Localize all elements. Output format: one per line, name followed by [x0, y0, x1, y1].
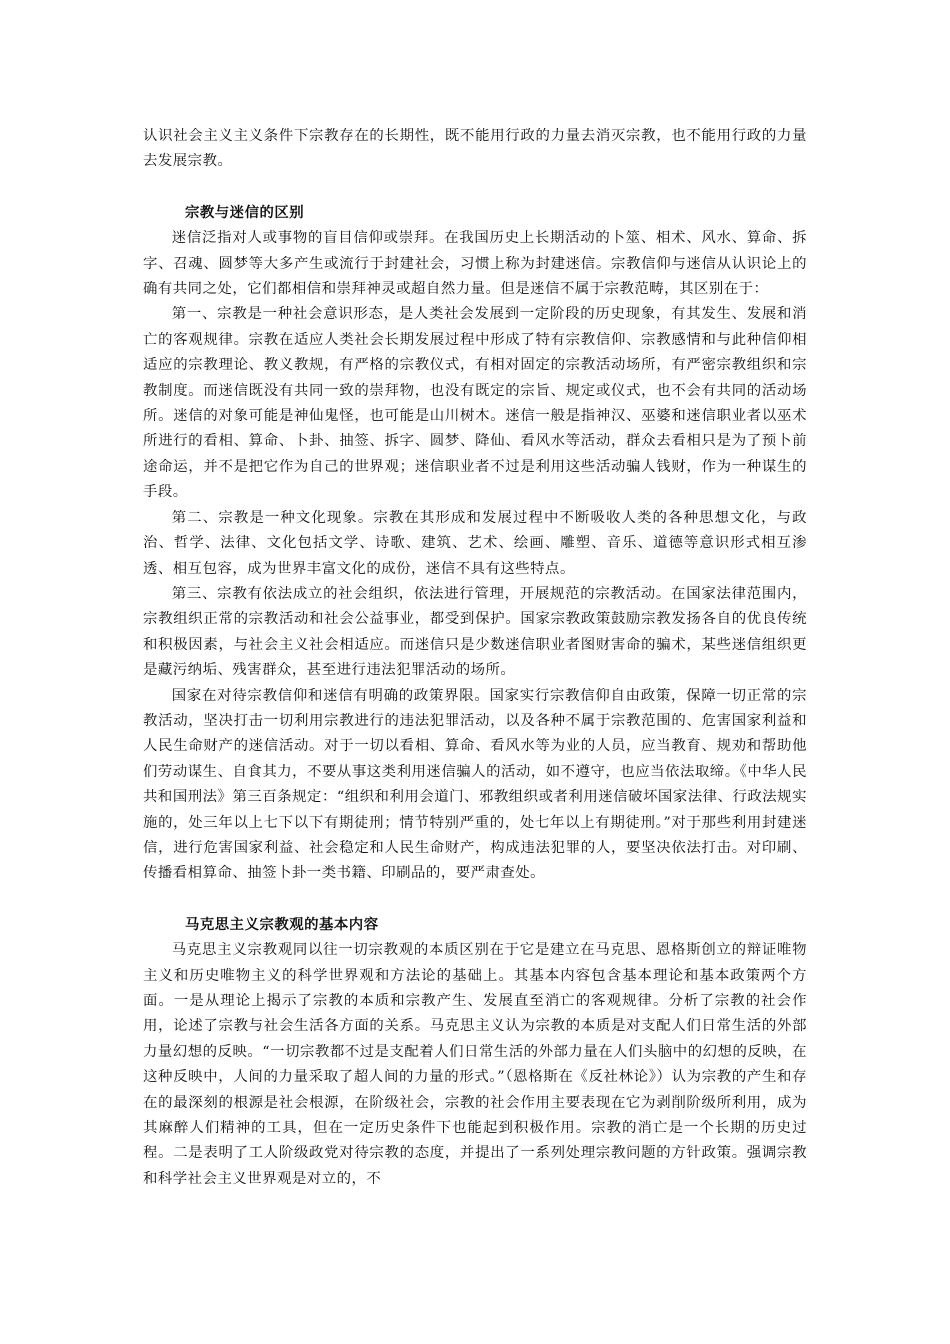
- intro-paragraph: 认识社会主义主义条件下宗教存在的长期性，既不能用行政的力量去消灭宗教，也不能用行政的力量去发展宗教。: [143, 128, 807, 170]
- body-paragraph: 第一、宗教是一种社会意识形态，是人类社会发展到一定阶段的历史现象，有其发生、发展和消亡的客观规律。宗教在适应人类社会长期发展过程中形成了特有宗教信仰、宗教感情和与此种信仰相适应的宗教理论、教义教规，有严格的宗教仪式，有相对固定的宗教活动场所，有严密宗教组织和宗教制度。而迷信既没有共同一致的崇拜物，也没有既定的宗旨、规定或仪式，也不会有共同的活动场所。迷信的对象可能是神仙鬼怪，也可能是山川树木。迷信一般是指神汉、巫婆和迷信职业者以巫术所进行的看相、算命、卜卦、抽签、拆字、圆梦、降仙、看风水等活动，群众去看相只是为了预卜前途命运，并不是把它作为自己的世界观；迷信职业者不过是利用这些活动骗人钱财，作为一种谋生的手段。: [143, 306, 807, 501]
- body-paragraph: 第三、宗教有依法成立的社会组织，依法进行管理，开展规范的宗教活动。在国家法律范围内，宗教组织正常的宗教活动和社会公益事业，都受到保护。国家宗教政策鼓励宗教发扬各自的优良传统和积极因素，与社会主义社会相适应。而迷信只是少数迷信职业者图财害命的骗术，某些迷信组织更是藏污纳垢、残害群众，甚至进行违法犯罪活动的场所。: [143, 585, 807, 679]
- section-heading-marxist-view: 马克思主义宗教观的基本内容: [185, 916, 379, 933]
- section-heading-religion-vs-superstition: 宗教与迷信的区别: [185, 204, 305, 221]
- body-paragraph: 马克思主义宗教观同以往一切宗教观的本质区别在于它是建立在马克思、恩格斯创立的辩证唯物主义和历史唯物主义的科学世界观和方法论的基础上。其基本内容包含基本理论和基本政策两个方面。一是从理论上揭示了宗教的本质和宗教产生、发展直至消亡的客观规律。分析了宗教的社会作用，论述了宗教与社会生活各方面的关系。马克思主义认为宗教的本质是对支配人们日常生活的外部力量幻想的反映。“一切宗教都不过是支配着人们日常生活的外部力量在人们头脑中的幻想的反映，在这种反映中，人间的力量采取了超人间的力量的形式。”（恩格斯在《反社林论》）认为宗教的产生和存在的最深刻的根源是社会根源，在阶级社会，宗教的社会作用主要表现在它为剥削阶级所利用，成为其麻醉人们精神的工具，但在一定历史条件下也能起到积极作用。宗教的消亡是一个长期的历史过程。二是表明了工人阶级政党对待宗教的态度，并提出了一系列处理宗教问题的方针政策。强调宗教和科学社会主义世界观是对立的，不: [143, 942, 807, 1187]
- body-paragraph: 迷信泛指对人或事物的盲目信仰或崇拜。在我国历史上长期活动的卜筮、相术、风水、算命、拆字、召魂、圆梦等大多产生或流行于封建社会，习惯上称为封建迷信。宗教信仰与迷信从认识论上的确有共同之处，它们都相信和崇拜神灵或超自然力量。但是迷信不属于宗教范畴，其区别在于：: [143, 230, 807, 298]
- document-page: [143, 124, 807, 1192]
- body-paragraph: 国家在对待宗教信仰和迷信有明确的政策界限。国家实行宗教信仰自由政策，保障一切正常的宗教活动，坚决打击一切利用宗教进行的违法犯罪活动，以及各种不属于宗教范围的、危害国家利益和人民生命财产的迷信活动。对于一切以看相、算命、看风水等为业的人员，应当教育、规劝和帮助他们劳动谋生、自食其力，不要从事这类利用迷信骗人的活动，如不遵守，也应当依法取缔。《中华人民共和国刑法》第三百条规定：“组织和利用会道门、邪教组织或者利用迷信破坏国家法律、行政法规实施的，处三年以上七下以下有期徒刑；情节特别严重的，处七年以上有期徒刑。”对于那些利用封建迷信，进行危害国家利益、社会稳定和人民生命财产，构成违法犯罪的人，要坚决依法打击。对印刷、传播看相算命、抽签卜卦一类书籍、印刷品的，要严肃查处。: [143, 687, 807, 882]
- section-spacer: [143, 175, 807, 201]
- section-spacer: [143, 887, 807, 913]
- body-paragraph: 第二、宗教是一种文化现象。宗教在其形成和发展过程中不断吸收人类的各种思想文化，与政治、哲学、法律、文化包括文学、诗歌、建筑、艺术、绘画、雕塑、音乐、道德等意识形式相互渗透、相互包容，成为世界丰富文化的成份，迷信不具有这些特点。: [143, 509, 807, 577]
